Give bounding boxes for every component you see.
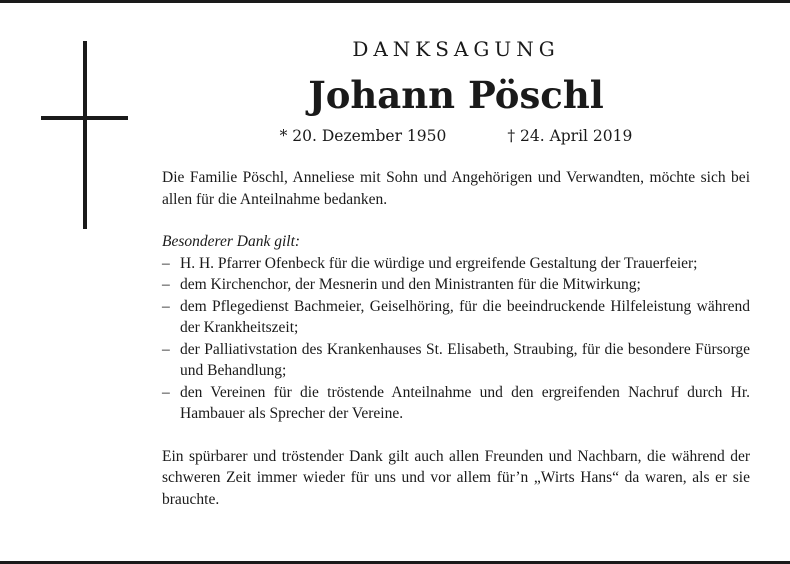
list-item: – den Vereinen für die tröstende Anteilnahme und den ergreifenden Nachruf durch Hr. Hambauer als Sprecher der Vereine. xyxy=(162,382,750,425)
list-item: – dem Kirchenchor, der Mesnerin und den Ministranten für die Mitwirkung; xyxy=(162,274,750,296)
closing-paragraph: Ein spürbarer und tröstender Dank gilt auch allen Freunden und Nachbarn, die während der schweren Zeit immer wieder für uns und vor allem für’n „Wirts Hans“ da waren, als er sie brauchte. xyxy=(162,447,750,508)
message-body xyxy=(162,167,750,510)
list-item: – dem Pflegedienst Bachmeier, Geiselhöring, für die beeindruckende Hilfeleistung während der Krankheitszeit; xyxy=(162,296,750,339)
deceased-name: Johann Pöschl xyxy=(308,73,604,117)
thanks-label: Besonderer Dank gilt: xyxy=(162,233,301,250)
heading: DANKSAGUNG xyxy=(352,37,560,61)
birth-date: * 20. Dezember 1950 xyxy=(279,127,447,145)
intro-paragraph: Die Familie Pöschl, Anneliese mit Sohn und Angehörigen und Verwandten, möchte sich bei allen für die Anteilnahme bedanken. xyxy=(162,169,750,208)
thanks-list xyxy=(162,253,750,425)
list-item: – H. H. Pfarrer Ofenbeck für die würdige und ergreifende Gestaltung der Trauerfeier; xyxy=(162,253,750,275)
cross-horizontal-bar xyxy=(41,116,128,120)
death-date: † 24. April 2019 xyxy=(507,127,633,145)
list-item: – der Palliativstation des Krankenhauses St. Elisabeth, Straubing, für die besondere Fürsorge und Behandlung; xyxy=(162,339,750,382)
life-dates xyxy=(162,127,750,145)
cross-vertical-bar xyxy=(83,41,87,229)
